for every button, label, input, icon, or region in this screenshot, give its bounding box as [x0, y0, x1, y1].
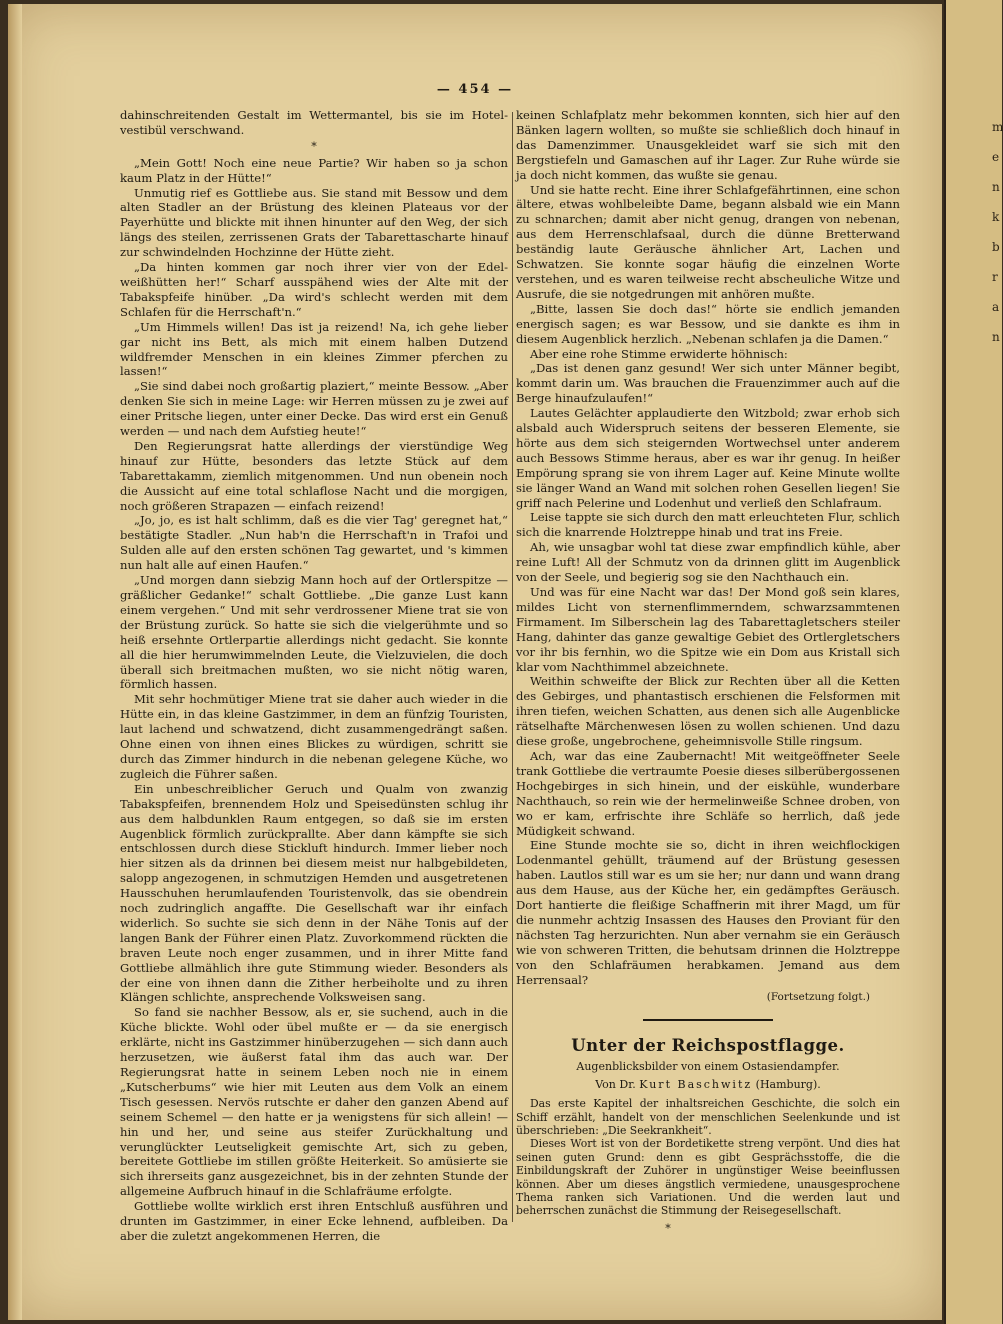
paragraph: Unmutig rief es Gottliebe aus. Sie stand mit Bessow und dem alten Stadler an der Brüstung des kleinen Plateaus vor der Payerhütte und blickte mit ihnen hinunter auf den Weg, der sich längs des steilen, zerrissenen Grats der Tabarettascharte hinauf zur schwindelnden Hochzinne der Hütte zieht.	[120, 185, 508, 260]
paragraph: Und was für eine Nacht war das! Der Mond goß sein klares, mildes Licht von sternenflimmerndem, schwarzsammtenen Firmament. Im Silberschein lag des Tabarettagletschers steiler Hang, dahinter das ganze gewaltige Gebiet des Ortlergletschers vor ihr bis fernhin, wo die Spitze wie ein Dom aus Kristall sich klar vom Nachthimmel abzeichnete.	[516, 585, 900, 674]
paragraph: „Mein Gott! Noch eine neue Partie? Wir haben so ja schon kaum Platz in der Hütte!“	[120, 155, 508, 185]
novel-continuation	[516, 108, 900, 987]
adjacent-page-fragment: b	[992, 240, 1000, 254]
paragraph: keinen Schlafplatz mehr bekommen konnten, sich hier auf den Bänken lagern wollten, so mußte sie schließlich doch hinauf in das Damenzimmer. Unausgekleidet warf sie sich mit den Bergstiefeln und Gamaschen auf ihr Lager. Zur Ruhe würde sie ja doch nicht kommen, das wußte sie genau.	[516, 108, 900, 182]
newspaper-page	[8, 4, 942, 1320]
paragraph: „Das ist denen ganz gesund! Wer sich unter Männer begibt, kommt darin um. Was brauchen die Frauenzimmer auch auf die Berge hinaufzulaufen!“	[516, 361, 900, 406]
paragraph: „Da hinten kommen gar noch ihrer vier von der Edelweißhütten her!“ Scharf ausspähend wies der Alte mit der Tabakspfeife hinüber. „Da wird's schlecht werden mit dem Schlafen für die Herrschaft'n.“	[120, 260, 508, 319]
paragraph: So fand sie nachher Bessow, als er, sie suchend, auch in die Küche blickte. Wohl oder übel mußte er — da sie energisch erklärte, nicht ins Gastzimmer hinüberzugehen — sich dann auch herzusetzen, wie äußerst fatal ihm das auch war. Der Regierungsrat hatte in seinem Leben noch nie in einem „Kutscherbums“ wie hier mit Leuten aus dem Volk an einem Tisch gesessen. Nervös rutschte er daher den ganzen Abend auf seinem Schemel — den hatte er ja wenigstens für sich allein! — hin und her, und seine aus steifer Zurückhaltung und verunglückter Leutseligkeit gemischte Art, sich zu geben, bereitete Gottliebe im stillen größte Heiterkeit. So amüsierte sie sich ihrerseits ganz ausgezeichnet, bis in der zehnten Stunde der allgemeine Aufbruch hinauf in die Schlafräume erfolgte.	[120, 1005, 508, 1199]
paragraph: Den Regierungsrat hatte allerdings der vierstündige Weg hinauf zur Hütte, besonders das letzte Stück auf dem Tabarettakamm, ziemlich mitgenommen. Und nun obenein noch die Aussicht auf eine total schlaflose Nacht und die morgigen, noch größeren Strapazen — einfach reizend!	[120, 438, 508, 513]
section-rule	[643, 1019, 773, 1021]
paragraph: „Und morgen dann siebzig Mann hoch auf der Ortlerspitze — gräßlicher Gedanke!“ schalt Gottliebe. „Die ganze Lust kann einem vergehen.“ Und mit sehr verdrossener Miene trat sie von der Brüstung zurück. So hatte sie sich die vielgerühmte und so heiß ersehnte Ortlerpartie allerdings nicht gedacht. Sie konnte all die hier herumwimmelnden Leute, die Vielzuvielen, die doch überall sich breitmachen mußten, wo sie nicht nötig waren, förmlich hassen.	[120, 573, 508, 692]
paragraph: „Jo, jo, es ist halt schlimm, daß es die vier Tag' geregnet hat,“ bestätigte Stadler. „Nun hab'n die Herrschaft'n in Trafoi und Sulden alle auf den ersten schönen Tag gewartet, und 's kimmen nun halt alle auf einen Haufen.“	[120, 513, 508, 573]
page-binding-edge	[8, 4, 22, 1320]
paragraph: Leise tappte sie sich durch den matt erleuchteten Flur, schlich sich die knarrende Holztreppe hinab und trat ins Freie.	[516, 510, 900, 540]
article-title: Unter der Reichspostflagge.	[571, 1036, 845, 1056]
author-suffix: (Hamburg).	[755, 1078, 821, 1092]
adjacent-page-fragment: m	[992, 120, 1003, 134]
column-divider	[512, 112, 513, 1222]
author-name: Kurt Baschwitz	[639, 1078, 753, 1092]
article-paragraph: Dieses Wort ist von der Bordetikette streng verpönt. Und dies hat seinen guten Grund: denn es gibt Gesprächsstoffe, die die Einbildungskraft der Zuhörer in ungünstiger Weise beeinflussen können. Aber um dieses ängstlich vermiedene, unausgesprochene Thema ranken sich Variationen. Und die werden laut und beherrschen zunächst die Stimmung der Reisegesellschaft.	[516, 1137, 900, 1218]
article-body	[516, 1097, 900, 1218]
left-column	[120, 108, 508, 1244]
paragraph: Aber eine rohe Stimme erwiderte höhnisch:	[530, 346, 788, 361]
end-mark: *	[665, 1221, 671, 1235]
paragraph: Gottliebe wollte wirklich erst ihren Entschluß ausführen und drunten im Gastzimmer, in einer Ecke lehnend, aufbleiben. Da aber die zuletzt angekommenen Herren, die	[120, 1199, 508, 1243]
author-prefix: Von Dr.	[595, 1078, 636, 1092]
right-column	[516, 108, 900, 1237]
adjacent-page-fragment: n	[992, 330, 1000, 344]
article-paragraph: Das erste Kapitel der inhaltsreichen Geschichte, die solch ein Schiff erzählt, handelt von der menschlichen Seelenkunde und ist überschrieben: „Die Seekrankheit“.	[516, 1097, 900, 1137]
paragraph: dahinschreitenden Gestalt im Wettermantel, bis sie im Hotelvestibül verschwand.	[120, 108, 508, 137]
adjacent-page-fragment: n	[992, 180, 1000, 194]
adjacent-page-fragment: k	[992, 210, 1000, 224]
paragraph: Und sie hatte recht. Eine ihrer Schlafgefährtinnen, eine schon ältere, etwas wohlbeleibte Dame, begann alsbald wie ein Mann zu schnarchen; damit aber nicht genug, drangen von nebenan, aus dem Herrenschlafsaal, durch die dünne Bretterwand beständig laute Geräusche ähnlicher Art, Lachen und Schwatzen. Sie konnte sogar häufig die einzelnen Worte verstehen, und es waren teilweise recht abscheuliche Witze und Ausrufe, die sie notgedrungen mit anhören mußte.	[516, 182, 900, 301]
paragraph: Weithin schweifte der Blick zur Rechten über all die Ketten des Gebirges, und phantastisch erschienen die Felsformen mit ihren tiefen, weichen Schatten, aus denen sich alle Augenblicke rätselhafte Märchenwesen lösen zu wollen schienen. Und dazu diese große, ungebrochene, geheimnisvolle Stille ringsum.	[516, 674, 900, 749]
adjacent-page-edge	[944, 0, 1002, 1324]
continued-note: (Fortsetzung folgt.)	[766, 991, 870, 1004]
paragraph: Lautes Gelächter applaudierte den Witzbold; zwar erhob sich alsbald auch Widerspruch seitens der besseren Elemente, sie hörte aus dem sich steigernden Wortwechsel unter anderem auch Bessows Stimme heraus, aber es war ihr genug. In heißer Empörung sprang sie von ihrem Lager auf. Keine Minute wollte sie länger Wand an Wand mit solchen rohen Gesellen liegen! Sie griff nach Pelerine und Lodenhut und verließ den Schlafraum.	[516, 406, 900, 510]
paragraph: „Sie sind dabei noch großartig plaziert,“ meinte Bessow. „Aber denken Sie sich in meine Lage: wir Herren müssen zu je zwei auf einer Pritsche liegen, unter einer Decke. Das wird erst ein Genuß werden — und nach dem Aufstieg heute!“	[120, 379, 508, 439]
paragraph: Ah, wie unsagbar wohl tat diese zwar empfindlich kühle, aber reine Luft! All der Schmutz von da drinnen glitt im Augenblick von der Seele, und begierig sog sie den Nachthauch ein.	[516, 540, 900, 585]
paragraph: Ein unbeschreiblicher Geruch und Qualm von zwanzig Tabakspfeifen, brennendem Holz und Speisedünsten schlug ihr aus dem halbdunklen Raum entgegen, so daß sie im ersten Augenblick förmlich zurückprallte. Aber dann kämpfte sie sich entschlossen durch diese Stickluft hindurch. Immer lieber noch hier sitzen als da drinnen bei diesem meist nur halbgebildeten, salopp angezogenen, in schmutzigen Hemden und ausgetretenen Hausschuhen herumlaufenden Touristenvolk, das sie obendrein noch zudringlich angaffte. Die Gesellschaft war ihr einfach widerlich. So suchte sie sich denn in der Nähe Tonis auf der langen Bank der Führer einen Platz. Zuvorkommend rückten die braven Leute noch enger zusammen, und in ihrer Mitte fand Gottliebe allmählich ihre gute Stimmung wieder. Besonders als der eine von ihnen dann die Zither herbeiholte und zu ihren Klängen schlichte, ansprechende Volksweisen sang.	[120, 781, 508, 1005]
page-number: — 454 —	[436, 82, 514, 97]
adjacent-page-fragment: e	[992, 150, 1000, 164]
adjacent-page-fragment: a	[992, 300, 1000, 314]
article-author	[516, 1078, 900, 1093]
paragraph: „Bitte, lassen Sie doch das!“ hörte sie endlich jemanden energisch sagen; es war Bessow, und sie dankte es ihm in diesem Augenblick herzlich. „Nebenan schlafen ja die Damen.“	[516, 301, 900, 346]
paragraph: „Um Himmels willen! Das ist ja reizend! Na, ich gehe lieber gar nicht ins Bett, als mich mit einem halben Dutzend wildfremder Menschen in ein kleines Zimmer pferchen zu lassen!“	[120, 319, 508, 379]
section-star: *	[311, 139, 317, 153]
article-subtitle: Augenblicksbilder von einem Ostasiendampfer.	[576, 1060, 840, 1074]
adjacent-page-fragment: r	[992, 270, 998, 284]
paragraph: Eine Stunde mochte sie so, dicht in ihren weichflockigen Lodenmantel gehüllt, träumend auf der Brüstung gesessen haben. Lautlos still war es um sie her; nur dann und wann drang aus dem Hause, aus der Küche her, ein gedämpftes Geräusch. Dort hantierte die fleißige Schaffnerin mit ihrer Magd, um für die nunmehr achtzig Insassen des Hauses den Proviant für den nächsten Tag herzurichten. Nun aber vernahm sie ein Geräusch wie von schweren Tritten, die behutsam drinnen die Holztreppe von den Schlafräumen herabkamen. Jemand aus dem Herrensaal?	[516, 838, 900, 987]
paragraph: Mit sehr hochmütiger Miene trat sie daher auch wieder in die Hütte ein, in das kleine Gastzimmer, in dem an fünfzig Touristen, laut lachend und schwatzend, dicht zusammengedrängt saßen. Ohne einen von ihnen eines Blickes zu würdigen, schritt sie durch das Zimmer hindurch in die nebenan gelegene Küche, wo zugleich die Führer saßen.	[120, 692, 508, 781]
paragraph: Ach, war das eine Zaubernacht! Mit weitgeöffneter Seele trank Gottliebe die vertraumte Poesie dieses silberübergossenen Hochgebirges in sich hinein, und der eiskühle, wunderbare Nachthauch, so rein wie der hermelinweiße Schnee droben, von wo er kam, erfrischte ihre Schläfe so herrlich, daß jede Müdigkeit schwand.	[516, 748, 900, 838]
